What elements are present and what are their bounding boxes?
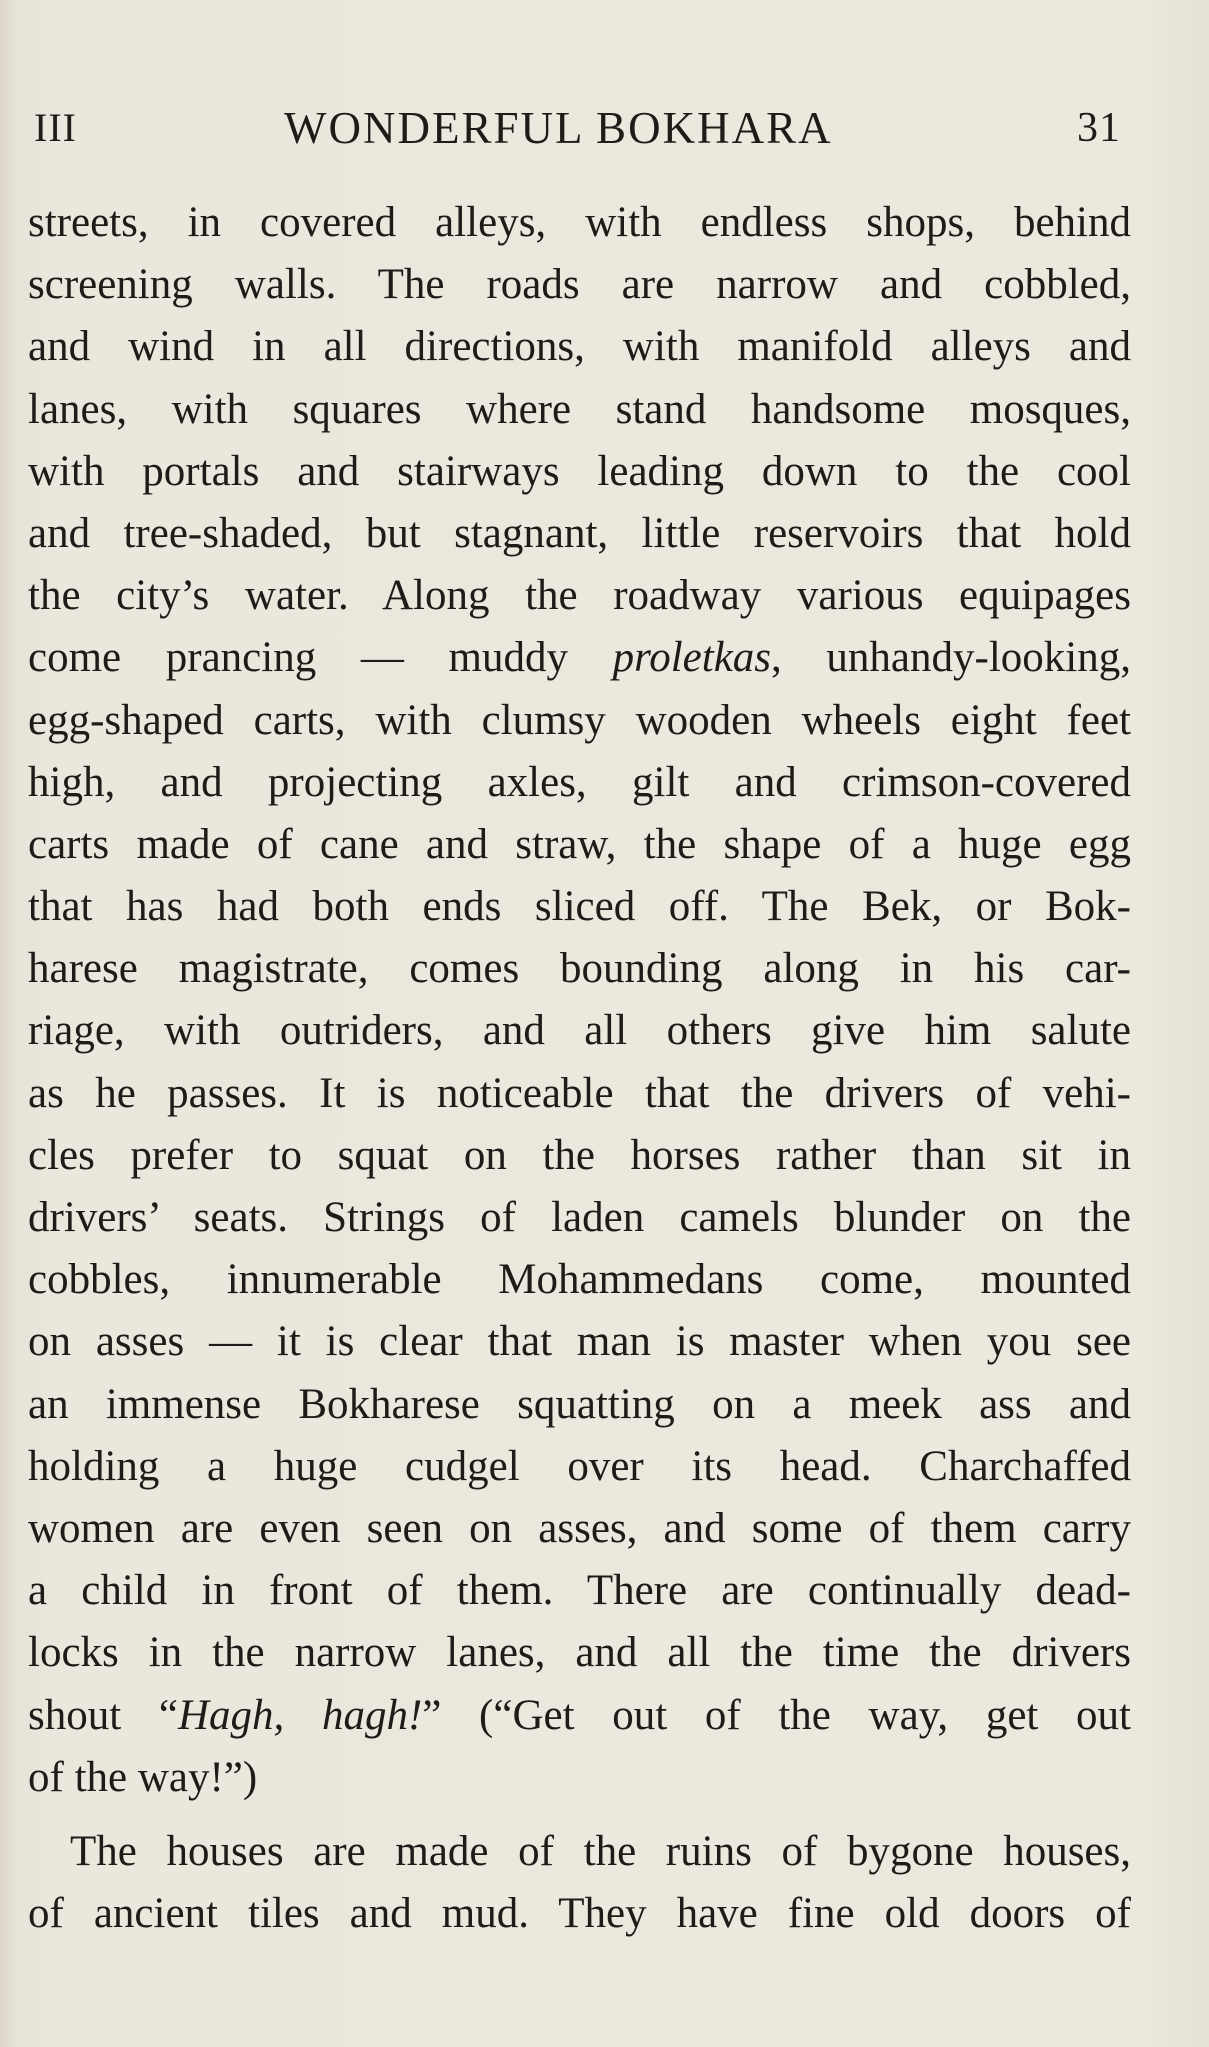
- text-line: [28, 690, 1131, 752]
- running-header: [34, 98, 1121, 158]
- line-text: come prancing — muddy: [28, 634, 613, 682]
- text-line: [28, 1498, 1131, 1560]
- line-text: women are even seen on asses, and some of them carry: [28, 1504, 1131, 1552]
- line-text: carts made of cane and straw, the shape of a huge egg: [28, 820, 1131, 868]
- text-line: [28, 1125, 1131, 1187]
- text-line: [28, 938, 1131, 1000]
- text-line: [28, 503, 1131, 565]
- line-text: with portals and stairways leading down to the cool: [28, 447, 1131, 495]
- page-number: 31: [1077, 105, 1121, 151]
- text-line: [28, 1685, 1131, 1747]
- text-line: [28, 316, 1131, 378]
- line-text: riage, with outriders, and all others give him salute: [28, 1007, 1131, 1055]
- text-line: [28, 1436, 1131, 1498]
- line-text: and wind in all directions, with manifold alleys and: [28, 323, 1131, 371]
- running-title: WONDERFUL BOKHARA: [284, 103, 833, 153]
- text-line: [28, 192, 1131, 254]
- paragraph-gap: [28, 1809, 1131, 1821]
- text-line: [28, 1821, 1131, 1883]
- body-text: [28, 192, 1131, 1945]
- text-line: [28, 1374, 1131, 1436]
- line-text: that has had both ends sliced off. The Bek, or Bok-: [28, 883, 1131, 931]
- line-text: cles prefer to squat on the horses rather than sit in: [28, 1131, 1131, 1179]
- line-text: The houses are made of the ruins of bygone houses,: [70, 1827, 1131, 1875]
- text-line: [28, 1063, 1131, 1125]
- line-text: the city’s water. Along the roadway various equipages: [28, 572, 1131, 620]
- line-text: as he passes. It is noticeable that the drivers of vehi-: [28, 1069, 1131, 1117]
- text-line: [28, 254, 1131, 316]
- text-line: [28, 876, 1131, 938]
- line-text: cobbles, innumerable Mohammedans come, mounted: [28, 1256, 1131, 1304]
- line-text: harese magistrate, comes bounding along in his car-: [28, 945, 1131, 993]
- line-text: high, and projecting axles, gilt and crimson-covered: [28, 758, 1131, 806]
- line-text: on asses — it is clear that man is master when you see: [28, 1318, 1131, 1366]
- line-text: of the way!”): [28, 1753, 258, 1801]
- italic-text: Hagh, hagh!: [177, 1691, 423, 1739]
- line-text: screening walls. The roads are narrow and cobbled,: [28, 261, 1131, 309]
- text-line: [28, 752, 1131, 814]
- line-text: an immense Bokharese squatting on a meek ass and: [28, 1380, 1131, 1428]
- text-line: [28, 1249, 1131, 1311]
- line-text: locks in the narrow lanes, and all the time the drivers: [28, 1629, 1131, 1677]
- text-line: [28, 1311, 1131, 1373]
- text-line: [28, 441, 1131, 503]
- italic-text: proletkas: [612, 634, 772, 682]
- line-text: of ancient tiles and mud. They have fine old doors of: [28, 1890, 1131, 1938]
- line-text: drivers’ seats. Strings of laden camels blunder on the: [28, 1194, 1131, 1241]
- line-text: lanes, with squares where stand handsome mosques,: [28, 385, 1131, 433]
- line-text: a child in front of them. There are continually dead-: [28, 1567, 1131, 1615]
- line-text: , unhandy-looking,: [771, 634, 1131, 682]
- text-line: [28, 379, 1131, 441]
- text-line: [28, 1622, 1131, 1684]
- text-line: [28, 1747, 1131, 1809]
- line-text: streets, in covered alleys, with endless shops, behind: [28, 199, 1131, 246]
- text-line: [28, 1883, 1131, 1945]
- text-line: [28, 1187, 1131, 1249]
- line-text: holding a huge cudgel over its head. Charchaffed: [28, 1442, 1131, 1490]
- text-line: [28, 627, 1131, 689]
- line-text: ” (“Get out of the way, get out: [422, 1691, 1131, 1739]
- line-text: and tree-shaded, but stagnant, little reservoirs that hold: [28, 509, 1131, 557]
- text-line: [28, 1560, 1131, 1622]
- text-line: [28, 565, 1131, 627]
- chapter-number: III: [34, 105, 77, 150]
- line-text: shout “: [28, 1691, 178, 1739]
- text-line: [28, 814, 1131, 876]
- line-text: egg-shaped carts, with clumsy wooden wheels eight feet: [28, 696, 1131, 744]
- text-line: [28, 1000, 1131, 1062]
